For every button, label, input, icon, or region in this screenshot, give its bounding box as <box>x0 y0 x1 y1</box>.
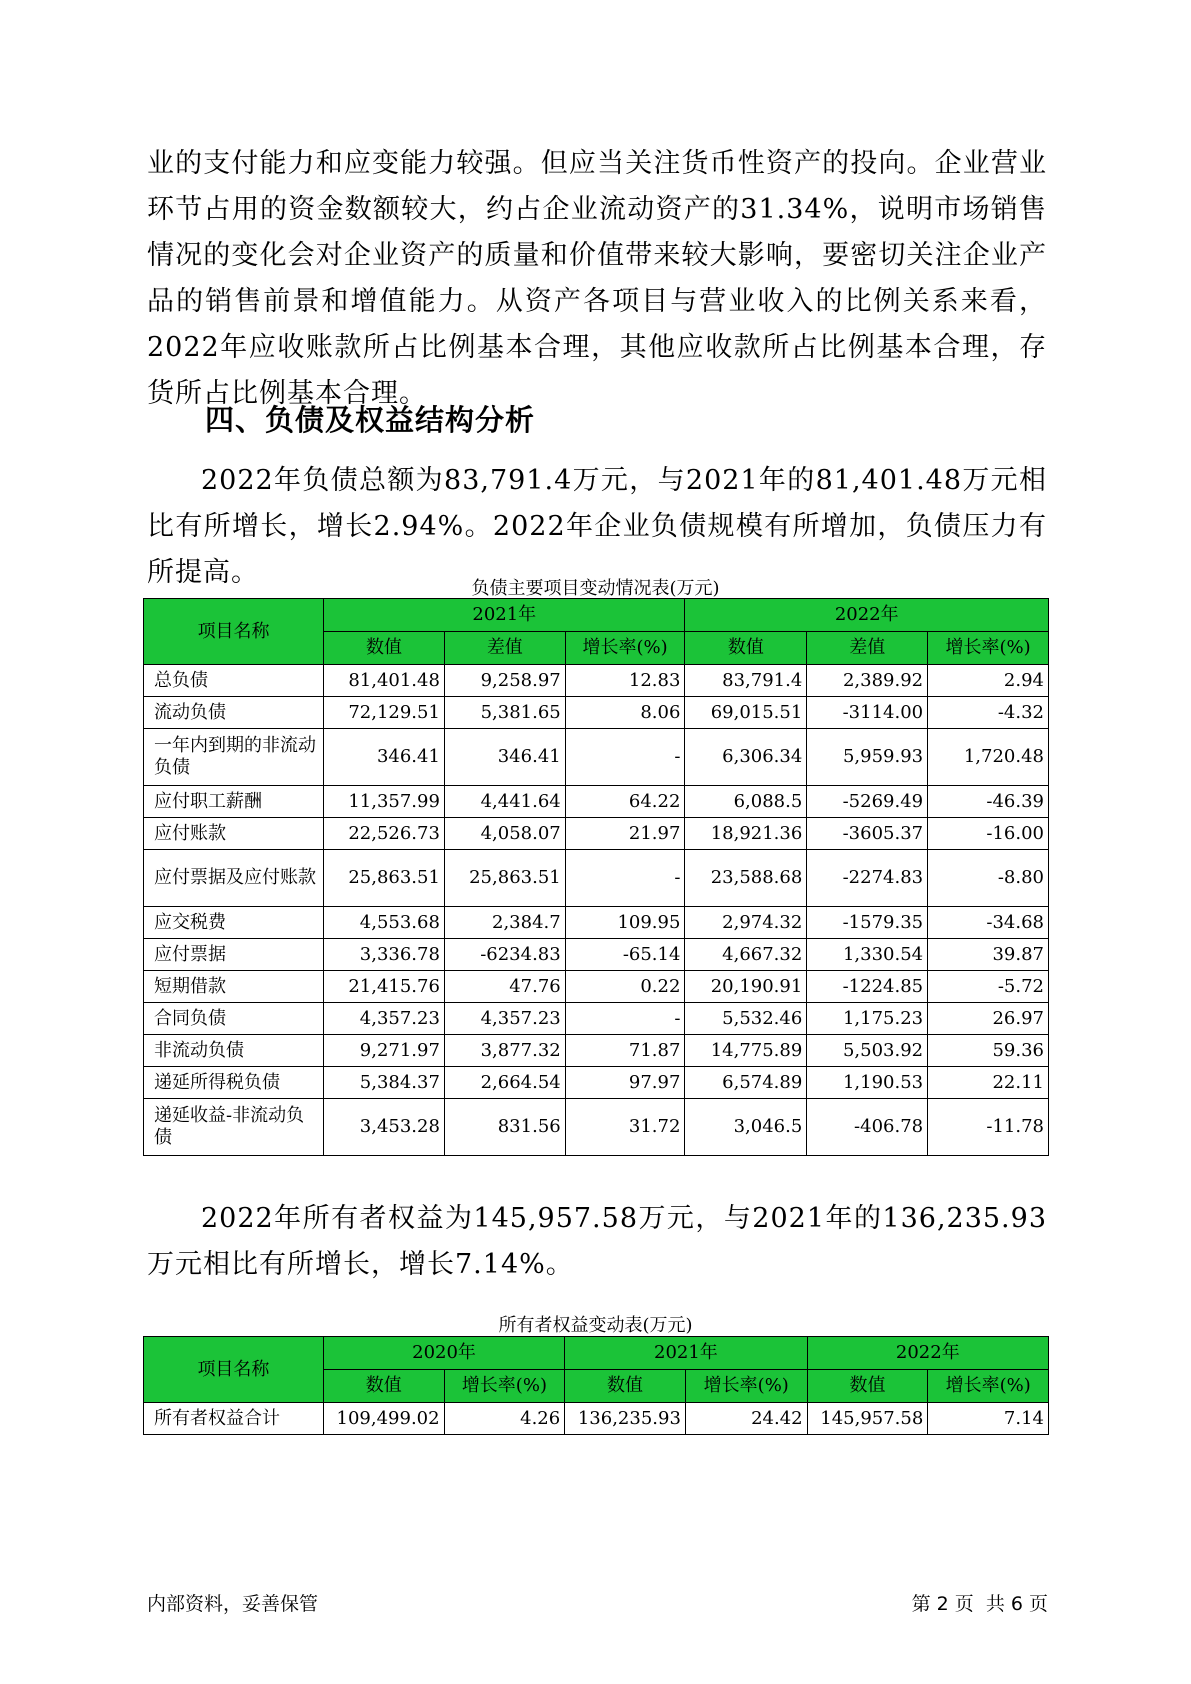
cell-difference: -3605.37 <box>807 818 928 850</box>
cell-value: 5,384.37 <box>324 1067 445 1099</box>
subheader-difference: 差值 <box>444 632 565 665</box>
cell-value: 4,357.23 <box>324 1003 445 1035</box>
subheader-value: 数值 <box>565 1370 686 1403</box>
subheader-value: 数值 <box>807 1370 928 1403</box>
footer-page-number: 第 2 页 共 6 页 <box>911 1593 1048 1615</box>
row-label: 总负债 <box>144 665 324 697</box>
cell-difference: 831.56 <box>444 1099 565 1156</box>
cell-difference: 5,959.93 <box>807 729 928 786</box>
subheader-value: 数值 <box>324 632 445 665</box>
table-row <box>144 786 1049 818</box>
table-row <box>144 1035 1049 1067</box>
table-row <box>144 665 1049 697</box>
cell-difference: 4,058.07 <box>444 818 565 850</box>
cell-growth-rate: 2.94 <box>928 665 1049 697</box>
cell-difference: -406.78 <box>807 1099 928 1156</box>
row-label: 短期借款 <box>144 971 324 1003</box>
table-row <box>144 850 1049 907</box>
cell-growth-rate: 21.97 <box>565 818 685 850</box>
cell-difference: -2274.83 <box>807 850 928 907</box>
cell-growth-rate: - <box>565 850 685 907</box>
cell-difference: 5,503.92 <box>807 1035 928 1067</box>
subheader-growth-rate: 增长率(%) <box>928 1370 1049 1403</box>
cell-value: 4,667.32 <box>685 939 807 971</box>
subheader-growth-rate: 增长率(%) <box>685 1370 807 1403</box>
cell-difference: 2,664.54 <box>444 1067 565 1099</box>
row-label: 递延收益-非流动负债 <box>144 1099 324 1156</box>
cell-growth-rate: 26.97 <box>928 1003 1049 1035</box>
subheader-difference: 差值 <box>807 632 928 665</box>
subheader-growth-rate: 增长率(%) <box>565 632 685 665</box>
cell-growth-rate: 0.22 <box>565 971 685 1003</box>
column-header-item-name: 项目名称 <box>144 599 324 665</box>
row-label: 应付票据 <box>144 939 324 971</box>
cell-growth-rate: 1,720.48 <box>928 729 1049 786</box>
cell-value: 9,271.97 <box>324 1035 445 1067</box>
cell-growth-rate: -5.72 <box>928 971 1049 1003</box>
cell-growth-rate: - <box>565 729 685 786</box>
row-label: 应交税费 <box>144 907 324 939</box>
cell-value: 3,336.78 <box>324 939 445 971</box>
table-row <box>144 1099 1049 1156</box>
cell-difference: -5269.49 <box>807 786 928 818</box>
row-label: 流动负债 <box>144 697 324 729</box>
subheader-value: 数值 <box>685 632 807 665</box>
cell-growth-rate: -4.32 <box>928 697 1049 729</box>
cell-value: 109,499.02 <box>323 1403 444 1435</box>
cell-value: 69,015.51 <box>685 697 807 729</box>
footer-confidential-note: 内部资料，妥善保管 <box>147 1593 319 1615</box>
cell-difference: -6234.83 <box>444 939 565 971</box>
cell-growth-rate: 22.11 <box>928 1067 1049 1099</box>
cell-value: 6,306.34 <box>685 729 807 786</box>
cell-value: 136,235.93 <box>565 1403 686 1435</box>
cell-difference: 4,357.23 <box>444 1003 565 1035</box>
cell-difference: 2,384.7 <box>444 907 565 939</box>
cell-growth-rate: -16.00 <box>928 818 1049 850</box>
cell-growth-rate: - <box>565 1003 685 1035</box>
cell-difference: -1579.35 <box>807 907 928 939</box>
table-row <box>144 1067 1049 1099</box>
cell-value: 23,588.68 <box>685 850 807 907</box>
cell-growth-rate: 109.95 <box>565 907 685 939</box>
cell-value: 4,553.68 <box>324 907 445 939</box>
cell-value: 81,401.48 <box>324 665 445 697</box>
cell-value: 18,921.36 <box>685 818 807 850</box>
row-label: 应付账款 <box>144 818 324 850</box>
cell-difference: -3114.00 <box>807 697 928 729</box>
table-row <box>144 907 1049 939</box>
column-header-year-2022: 2022年 <box>807 1337 1048 1370</box>
cell-difference: 1,175.23 <box>807 1003 928 1035</box>
cell-value: 14,775.89 <box>685 1035 807 1067</box>
cell-growth-rate: 8.06 <box>565 697 685 729</box>
paragraph-assets-analysis: 业的支付能力和应变能力较强。但应当关注货币性资产的投向。企业营业环节占用的资金数额较大，约占企业流动资产的31.34%，说明市场销售情况的变化会对企业资产的质量和价值带来较大影响，要密切关注企业产品的销售前景和增值能力。从资产各项目与营业收入的比例关系来看，2022年应收账款所占比例基本合理，其他应收款所占比例基本合理，存货所占比例基本合理。 <box>147 148 1047 409</box>
row-label: 非流动负债 <box>144 1035 324 1067</box>
cell-value: 11,357.99 <box>324 786 445 818</box>
subheader-value: 数值 <box>323 1370 444 1403</box>
cell-growth-rate: -11.78 <box>928 1099 1049 1156</box>
cell-value: 3,046.5 <box>685 1099 807 1156</box>
cell-growth-rate: 12.83 <box>565 665 685 697</box>
cell-difference: 346.41 <box>444 729 565 786</box>
column-header-year-2022: 2022年 <box>685 599 1049 632</box>
liabilities-table <box>143 598 1049 1156</box>
cell-growth-rate: -65.14 <box>565 939 685 971</box>
cell-difference: 3,877.32 <box>444 1035 565 1067</box>
cell-growth-rate: -46.39 <box>928 786 1049 818</box>
row-label: 递延所得税负债 <box>144 1067 324 1099</box>
cell-growth-rate: 7.14 <box>928 1403 1049 1435</box>
table-row <box>144 971 1049 1003</box>
cell-value: 346.41 <box>324 729 445 786</box>
cell-value: 21,415.76 <box>324 971 445 1003</box>
cell-growth-rate: 39.87 <box>928 939 1049 971</box>
cell-value: 20,190.91 <box>685 971 807 1003</box>
cell-difference: 9,258.97 <box>444 665 565 697</box>
cell-value: 22,526.73 <box>324 818 445 850</box>
row-label: 所有者权益合计 <box>144 1403 324 1435</box>
cell-growth-rate: 4.26 <box>444 1403 565 1435</box>
cell-difference: 5,381.65 <box>444 697 565 729</box>
cell-value: 83,791.4 <box>685 665 807 697</box>
cell-difference: 25,863.51 <box>444 850 565 907</box>
cell-difference: 4,441.64 <box>444 786 565 818</box>
paragraph-equity-summary: 2022年所有者权益为145,957.58万元，与2021年的136,235.93万元相比有所增长，增长7.14%。 <box>147 1203 1047 1280</box>
cell-growth-rate: 59.36 <box>928 1035 1049 1067</box>
subheader-growth-rate: 增长率(%) <box>444 1370 565 1403</box>
row-label: 应付票据及应付账款 <box>144 850 324 907</box>
cell-value: 72,129.51 <box>324 697 445 729</box>
cell-value: 3,453.28 <box>324 1099 445 1156</box>
cell-difference: -1224.85 <box>807 971 928 1003</box>
column-header-item-name: 项目名称 <box>144 1337 324 1403</box>
cell-value: 6,574.89 <box>685 1067 807 1099</box>
cell-growth-rate: -34.68 <box>928 907 1049 939</box>
table-row <box>144 1003 1049 1035</box>
row-label: 一年内到期的非流动负债 <box>144 729 324 786</box>
cell-value: 145,957.58 <box>807 1403 928 1435</box>
cell-difference: 1,330.54 <box>807 939 928 971</box>
liabilities-table-body <box>144 665 1049 1156</box>
column-header-year-2021: 2021年 <box>324 599 685 632</box>
cell-growth-rate: 71.87 <box>565 1035 685 1067</box>
cell-value: 2,974.32 <box>685 907 807 939</box>
table-row <box>144 818 1049 850</box>
column-header-year-2020: 2020年 <box>323 1337 564 1370</box>
cell-difference: 1,190.53 <box>807 1067 928 1099</box>
table-row <box>144 939 1049 971</box>
paragraph-liabilities-summary: 2022年负债总额为83,791.4万元，与2021年的81,401.48万元相比有所增长，增长2.94%。2022年企业负债规模有所增加，负债压力有所提高。 <box>147 465 1047 588</box>
table-row <box>144 1403 1049 1435</box>
cell-growth-rate: 24.42 <box>685 1403 807 1435</box>
cell-value: 6,088.5 <box>685 786 807 818</box>
cell-value: 25,863.51 <box>324 850 445 907</box>
subheader-growth-rate: 增长率(%) <box>928 632 1049 665</box>
row-label: 合同负债 <box>144 1003 324 1035</box>
table-row <box>144 697 1049 729</box>
cell-growth-rate: 97.97 <box>565 1067 685 1099</box>
table-row <box>144 729 1049 786</box>
equity-table <box>143 1336 1049 1435</box>
column-header-year-2021: 2021年 <box>565 1337 807 1370</box>
cell-difference: 2,389.92 <box>807 665 928 697</box>
cell-growth-rate: 31.72 <box>565 1099 685 1156</box>
cell-growth-rate: -8.80 <box>928 850 1049 907</box>
table2-caption: 所有者权益变动表(万元) <box>498 1315 693 1336</box>
section-heading: 四、负债及权益结构分析 <box>205 403 536 437</box>
table1-caption: 负债主要项目变动情况表(万元) <box>471 578 720 599</box>
row-label: 应付职工薪酬 <box>144 786 324 818</box>
cell-growth-rate: 64.22 <box>565 786 685 818</box>
cell-difference: 47.76 <box>444 971 565 1003</box>
cell-value: 5,532.46 <box>685 1003 807 1035</box>
